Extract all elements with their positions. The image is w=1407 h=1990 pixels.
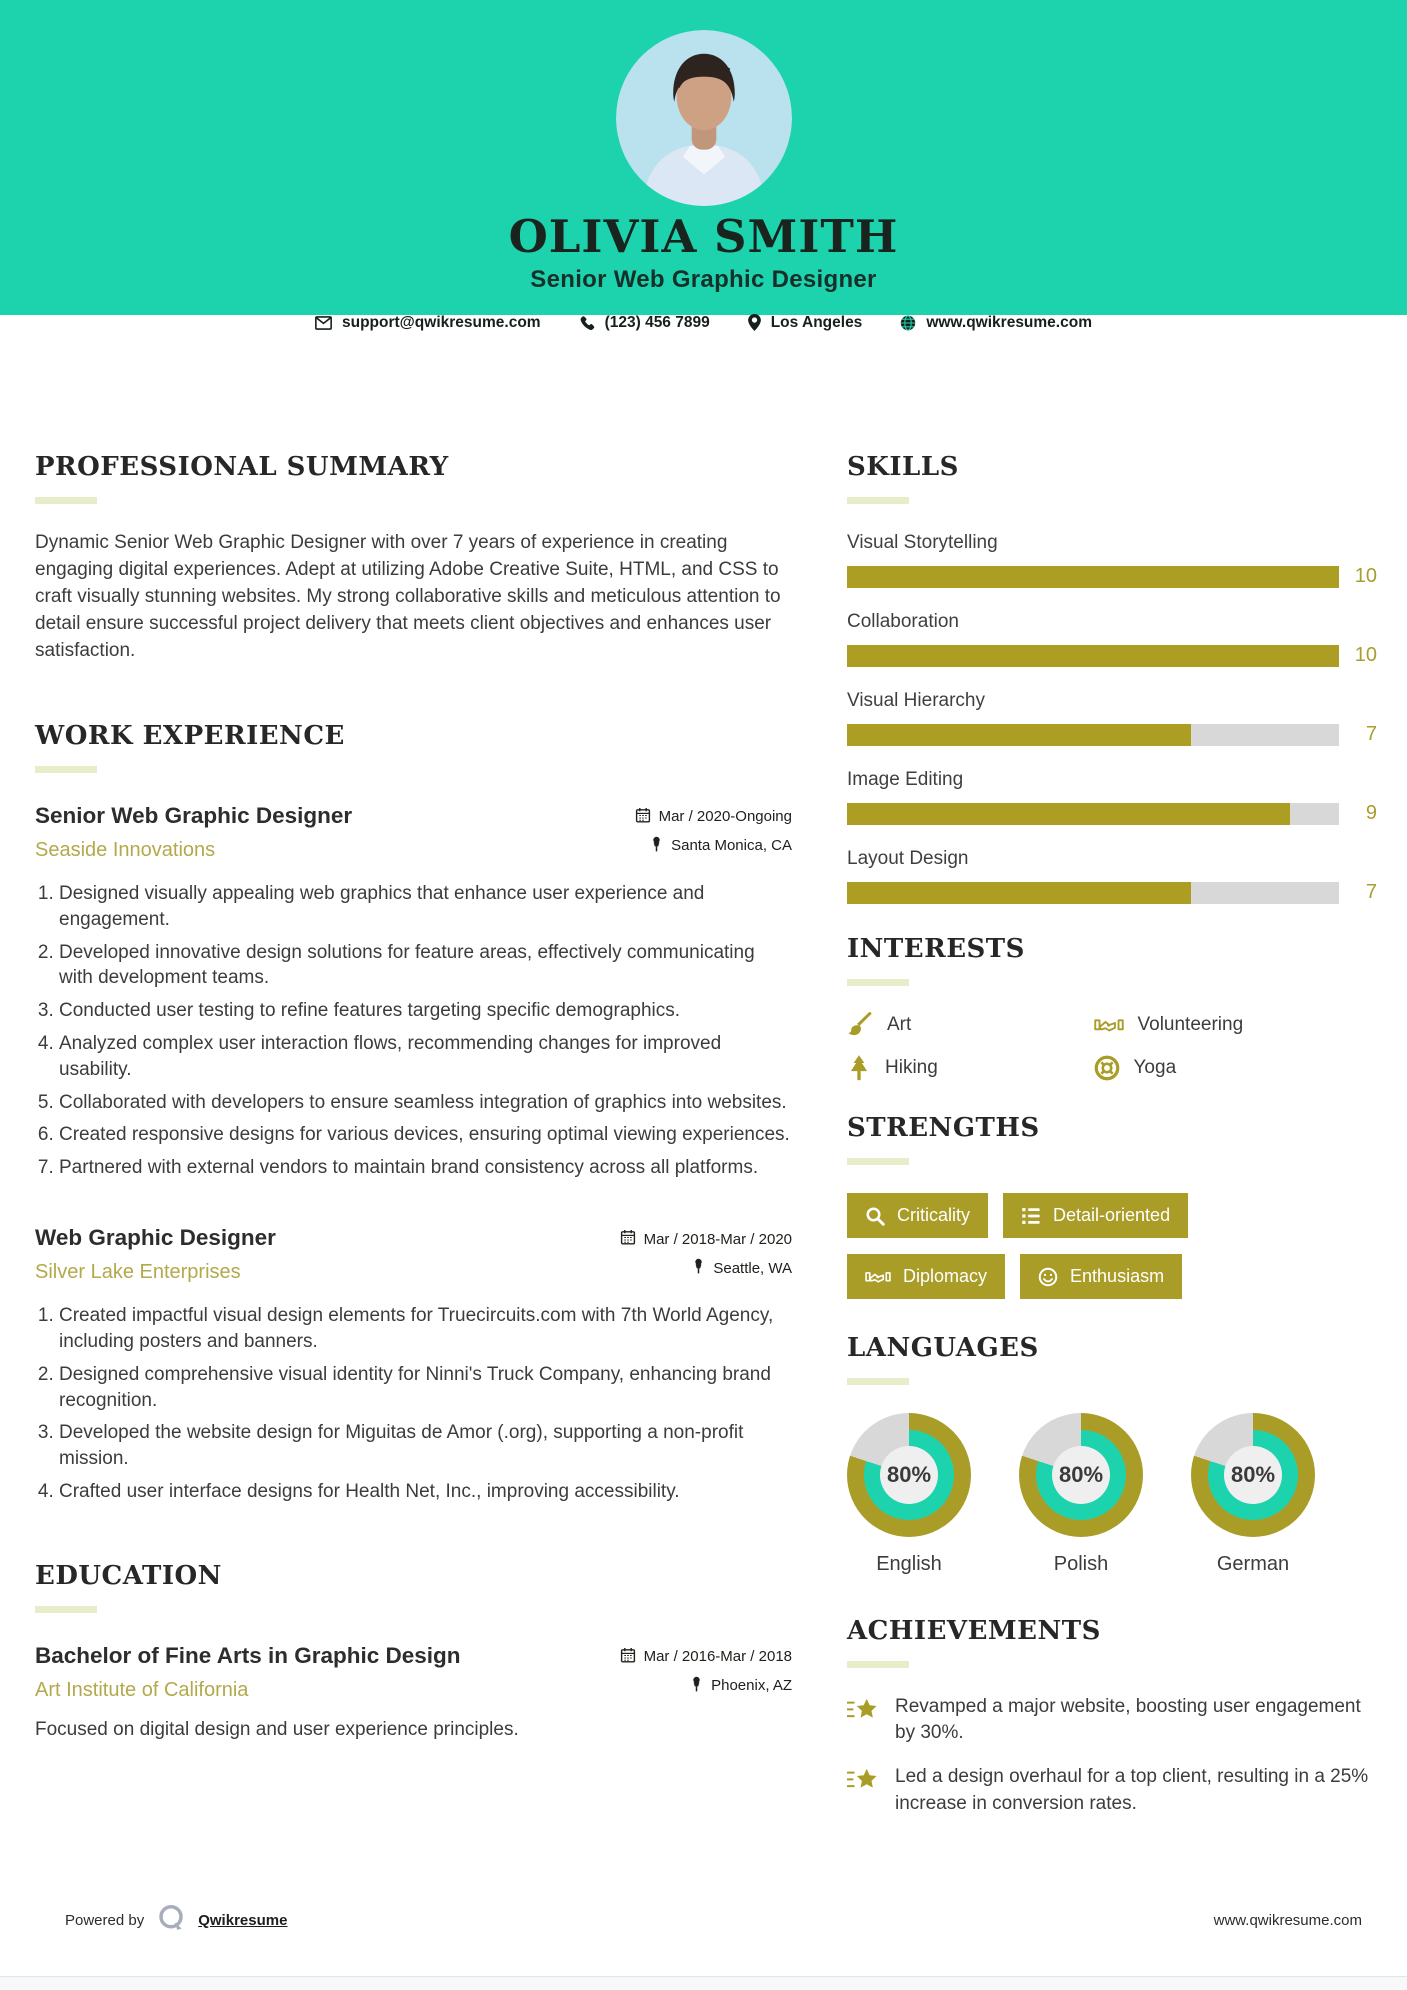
job-bullet: 2. Designed comprehensive visual identity for Ninni's Truck Company, enhancing brand recognition. [59, 1362, 792, 1414]
strength-badge [1020, 1254, 1182, 1299]
qwikresume-logo-icon [156, 1903, 186, 1937]
job-bullet: 4. Analyzed complex user interaction flows, recommending changes for improved usability. [59, 1031, 792, 1083]
job-bullet: 3. Developed the website design for Miguitas de Amor (.org), supporting a non-profit mission. [59, 1420, 792, 1472]
skill-row [847, 611, 1377, 667]
job-entry [35, 803, 792, 1181]
skill-fill [847, 803, 1290, 825]
heading-rule [35, 1606, 97, 1613]
strength-badge [847, 1193, 988, 1238]
job-title: Web Graphic Designer [35, 1225, 276, 1251]
job-dates-row [620, 1229, 792, 1249]
heading-rule [847, 1661, 909, 1668]
achievement-text: Revamped a major website, boosting user engagement by 30%. [895, 1696, 1361, 1744]
job-bullet-list [35, 1303, 792, 1505]
skill-label: Visual Storytelling [847, 532, 998, 553]
language-donut-chart [847, 1413, 971, 1537]
avatar [616, 30, 792, 206]
skill-fill [847, 645, 1339, 667]
interest-item [1094, 1055, 1377, 1081]
language-donut-chart [1191, 1413, 1315, 1537]
interest-label: Hiking [885, 1057, 938, 1078]
powered-by [65, 1903, 287, 1937]
skill-track [847, 803, 1339, 825]
education-section [35, 1561, 792, 1741]
contact-phone-text: (123) 456 7899 [604, 313, 710, 331]
skill-bar [847, 723, 1377, 746]
contact-email-text: support@qwikresume.com [342, 313, 541, 331]
language-item [847, 1413, 971, 1576]
job-entry [35, 1225, 792, 1505]
strengths-heading: STRENGTHS [847, 1113, 1040, 1143]
summary-section [35, 452, 792, 665]
job-bullet: 6. Created responsive designs for various devices, ensuring optimal viewing experiences. [59, 1122, 792, 1148]
person-name: OLIVIA SMITH [508, 210, 899, 263]
interests-section [847, 934, 1377, 1081]
skill-fill [847, 566, 1339, 588]
skills-list [847, 532, 1377, 904]
job-location: Santa Monica, CA [671, 837, 792, 855]
skill-label: Collaboration [847, 611, 959, 632]
education-description: Focused on digital design and user experience principles. [35, 1718, 519, 1740]
job-title-block [35, 803, 352, 862]
skill-track [847, 882, 1339, 904]
footer [0, 1890, 1407, 1950]
job-bullet: 4. Crafted user interface designs for Health Net, Inc., improving accessibility. [59, 1479, 792, 1505]
summary-heading: PROFESSIONAL SUMMARY [35, 452, 449, 482]
interests-grid [847, 1012, 1377, 1081]
strength-label: Diplomacy [903, 1266, 988, 1286]
education-location-row [620, 1676, 792, 1696]
contact-location-text: Los Angeles [770, 313, 863, 331]
skill-label: Image Editing [847, 769, 964, 790]
languages-section [847, 1333, 1377, 1576]
interest-label: Volunteering [1137, 1014, 1244, 1035]
language-donut-center [880, 1446, 938, 1504]
skill-bar [847, 881, 1377, 904]
job-bullet: 5. Collaborated with developers to ensure seamless integration of graphics into websites. [59, 1090, 792, 1116]
job-location-row [620, 1258, 792, 1278]
job-bullet: 3. Conducted user testing to refine features targeting specific demographics. [59, 998, 792, 1024]
achievement-item [847, 1694, 1377, 1746]
job-bullet: 2. Developed innovative design solutions for feature areas, effectively communicating with development teams. [59, 940, 792, 992]
skill-bar [847, 644, 1377, 667]
left-column [35, 452, 792, 1890]
skills-heading: SKILLS [847, 452, 959, 482]
skill-value: 10 [1354, 644, 1377, 666]
education-heading: EDUCATION [35, 1560, 222, 1591]
heading-rule [847, 1378, 909, 1385]
education-entry [35, 1643, 792, 1741]
language-percent: 80% [1230, 1462, 1276, 1487]
education-meta [620, 1643, 792, 1705]
calendar-icon [635, 807, 651, 827]
paintbrush-icon [847, 1012, 873, 1038]
pushpin-icon [650, 836, 663, 856]
language-item [1191, 1413, 1315, 1576]
skill-track [847, 566, 1339, 588]
skill-value: 7 [1365, 881, 1377, 903]
strength-label: Criticality [897, 1205, 971, 1225]
skill-value: 10 [1354, 565, 1377, 587]
skill-label: Visual Hierarchy [847, 690, 985, 711]
strengths-badges [847, 1193, 1317, 1299]
pushpin-icon [690, 1676, 703, 1696]
calendar-icon [620, 1647, 636, 1667]
heading-rule [847, 979, 909, 986]
language-donut-chart [1019, 1413, 1143, 1537]
language-label: English [876, 1553, 942, 1575]
achievements-heading: ACHIEVEMENTS [847, 1616, 1101, 1646]
interest-item [1094, 1012, 1377, 1038]
avatar-photo-icon [616, 30, 792, 206]
language-label: German [1216, 1553, 1290, 1575]
education-dates-row [620, 1647, 792, 1667]
interest-item [847, 1012, 1094, 1038]
strength-label: Enthusiasm [1070, 1266, 1165, 1286]
tree-icon [847, 1055, 871, 1081]
language-donut-center [1052, 1446, 1110, 1504]
skill-fill [847, 882, 1191, 904]
job-head [35, 803, 792, 865]
qwikresume-link[interactable]: Qwikresume [198, 1911, 288, 1929]
interest-label: Art [887, 1014, 912, 1035]
skill-row [847, 769, 1377, 825]
interest-item [847, 1055, 1094, 1081]
heading-rule [847, 1158, 909, 1165]
pushpin-icon [692, 1258, 705, 1278]
education-school: Art Institute of California [35, 1678, 249, 1701]
handshake-icon [1094, 1016, 1124, 1034]
job-bullet-list [35, 881, 792, 1181]
job-bullet: 1. Designed visually appealing web graphics that enhance user experience and engagement. [59, 881, 792, 933]
skill-bar [847, 802, 1377, 825]
language-donut-center [1224, 1446, 1282, 1504]
right-column [847, 452, 1377, 1890]
achievements-list [847, 1694, 1377, 1817]
work-section [35, 721, 792, 1505]
skill-row [847, 690, 1377, 746]
magnifier-icon [865, 1206, 885, 1226]
lifebuoy-icon [1094, 1055, 1120, 1081]
education-degree: Bachelor of Fine Arts in Graphic Design [35, 1642, 461, 1668]
education-location: Phoenix, AZ [711, 1677, 792, 1695]
interest-label: Yoga [1133, 1057, 1177, 1078]
job-bullet: 7. Partnered with external vendors to maintain brand consistency across all platforms. [59, 1155, 792, 1181]
education-dates: Mar / 2016-Mar / 2018 [643, 1648, 792, 1666]
achievement-text: Led a design overhaul for a top client, resulting in a 25% increase in conversion rates. [895, 1766, 1369, 1814]
job-title-block [35, 1225, 276, 1284]
shooting-star-icon [847, 1764, 879, 1816]
heading-rule [35, 766, 97, 773]
skills-section [847, 452, 1377, 904]
job-location: Seattle, WA [713, 1259, 792, 1277]
education-title-block [35, 1643, 461, 1702]
skill-row [847, 532, 1377, 588]
skill-track [847, 645, 1339, 667]
job-dates: Mar / 2020-Ongoing [658, 808, 792, 826]
skill-label: Layout Design [847, 848, 969, 869]
strengths-section [847, 1113, 1377, 1299]
body-columns [0, 315, 1407, 1890]
job-company: Seaside Innovations [35, 838, 216, 861]
language-label: Polish [1053, 1553, 1109, 1575]
language-percent: 80% [1058, 1462, 1104, 1487]
education-head [35, 1643, 792, 1705]
bottom-strip [0, 1976, 1407, 1990]
calendar-icon [620, 1229, 636, 1249]
work-heading: WORK EXPERIENCE [35, 720, 345, 751]
heading-rule [35, 497, 97, 504]
job-meta [635, 803, 792, 865]
strength-badge [847, 1254, 1005, 1299]
job-dates-row [635, 807, 792, 827]
skill-bar [847, 565, 1377, 588]
heading-rule [847, 497, 909, 504]
summary-text: Dynamic Senior Web Graphic Designer with over 7 years of experience in creating engaging digital experiences. Adept at utilizing Adobe Creative Suite, HTML, and CSS to craft visually stunning websites. My strong collaborative skills and meticulous attention to detail ensure successful project delivery that meets client objectives and enhances user satisfaction. [35, 532, 781, 661]
languages-donuts [847, 1413, 1377, 1576]
handshake-icon [865, 1269, 891, 1285]
skill-fill [847, 724, 1191, 746]
achievements-section [847, 1616, 1377, 1817]
language-percent: 80% [886, 1462, 932, 1487]
job-dates: Mar / 2018-Mar / 2020 [643, 1230, 792, 1248]
strength-label: Detail-oriented [1053, 1205, 1171, 1225]
job-head [35, 1225, 792, 1287]
person-title: Senior Web Graphic Designer [530, 265, 877, 293]
language-item [1019, 1413, 1143, 1576]
smiley-icon [1038, 1267, 1058, 1287]
shooting-star-icon [847, 1694, 879, 1746]
job-title: Senior Web Graphic Designer [35, 802, 353, 828]
list-icon [1021, 1206, 1041, 1226]
skill-value: 7 [1365, 723, 1377, 745]
skill-value: 9 [1365, 802, 1377, 824]
job-bullet: 1. Created impactful visual design elements for Truecircuits.com with 7th World Agency, including posters and banners. [59, 1303, 792, 1355]
strength-badge [1003, 1193, 1188, 1238]
achievement-item [847, 1764, 1377, 1816]
job-meta [620, 1225, 792, 1287]
powered-by-text: Powered by [65, 1911, 145, 1929]
job-location-row [635, 836, 792, 856]
footer-website: www.qwikresume.com [1213, 1911, 1362, 1929]
skill-row [847, 848, 1377, 904]
contact-website-text: www.qwikresume.com [926, 313, 1092, 331]
header [0, 0, 1407, 331]
languages-heading: LANGUAGES [847, 1333, 1039, 1363]
interests-heading: INTERESTS [847, 934, 1025, 964]
job-company: Silver Lake Enterprises [35, 1261, 241, 1284]
skill-track [847, 724, 1339, 746]
